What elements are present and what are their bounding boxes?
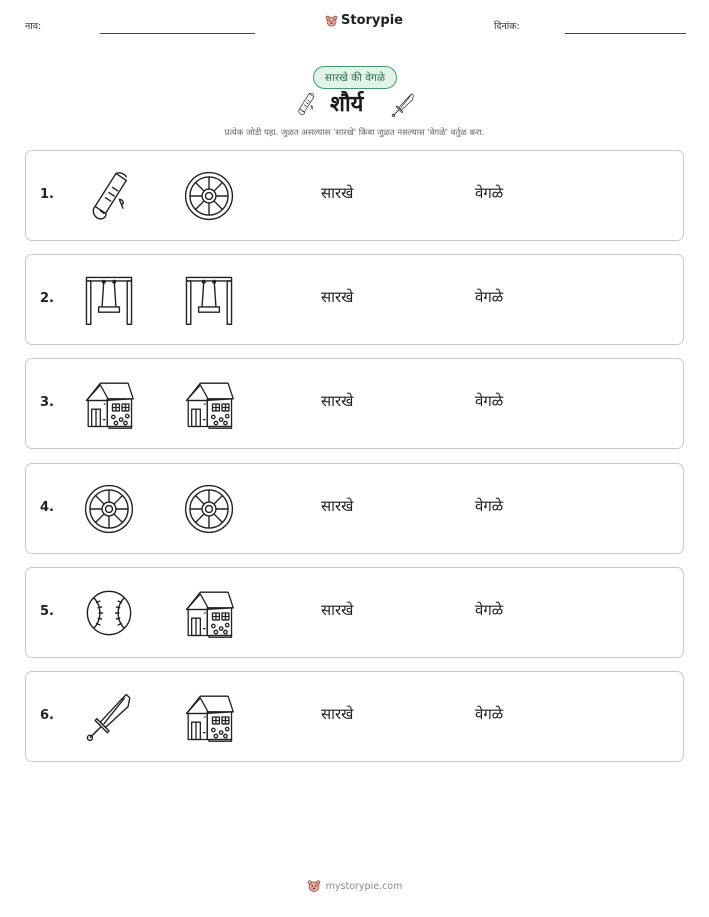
title-sword-icon (390, 90, 416, 120)
question-row (25, 671, 684, 762)
same-option[interactable]: सारखे (321, 705, 354, 723)
name-line[interactable] (100, 33, 255, 34)
question-number: 6. (40, 708, 54, 723)
question-row (25, 358, 684, 449)
storypie-mascot-icon (325, 14, 338, 28)
different-option[interactable]: वेगळे (475, 497, 504, 515)
house-icon (183, 587, 235, 639)
footer (0, 879, 709, 893)
shield-icon (183, 170, 235, 222)
title-scroll-icon (294, 90, 318, 118)
worksheet-type-badge: सारखे की वेगळे (313, 66, 397, 89)
question-number: 5. (40, 604, 54, 619)
same-option[interactable]: सारखे (321, 184, 354, 202)
shield-icon (183, 483, 235, 535)
different-option[interactable]: वेगळे (475, 601, 504, 619)
house-icon (183, 691, 235, 743)
question-row (25, 463, 684, 554)
scroll-icon (83, 170, 135, 222)
logo-text: Storypie (341, 13, 403, 28)
house-icon (183, 378, 235, 430)
question-row (25, 254, 684, 345)
shield-icon (83, 483, 135, 535)
house-icon (83, 378, 135, 430)
date-line[interactable] (565, 33, 686, 34)
footer-site: mystorypie.com (325, 880, 403, 892)
page-title: शौर्य (330, 92, 364, 117)
same-option[interactable]: सारखे (321, 601, 354, 619)
sword-icon (83, 691, 135, 743)
question-number: 4. (40, 500, 54, 515)
question-row (25, 567, 684, 658)
different-option[interactable]: वेगळे (475, 705, 504, 723)
question-number: 3. (40, 395, 54, 410)
question-number: 1. (40, 187, 54, 202)
same-option[interactable]: सारखे (321, 288, 354, 306)
name-label: नाव: (25, 21, 42, 32)
storypie-logo (325, 13, 403, 28)
swing-icon (183, 274, 235, 326)
different-option[interactable]: वेगळे (475, 392, 504, 410)
baseball-icon (83, 587, 135, 639)
different-option[interactable]: वेगळे (475, 184, 504, 202)
different-option[interactable]: वेगळे (475, 288, 504, 306)
instructions: प्रत्येक जोडी पहा. जुळत असल्यास 'सारखे' किंवा जुळत नसल्यास 'वेगळे' वर्तुळ करा. (224, 128, 485, 138)
date-label: दिनांक: (494, 21, 520, 32)
same-option[interactable]: सारखे (321, 392, 354, 410)
same-option[interactable]: सारखे (321, 497, 354, 515)
question-number: 2. (40, 291, 54, 306)
swing-icon (83, 274, 135, 326)
question-row (25, 150, 684, 241)
storypie-mascot-icon (307, 879, 321, 893)
